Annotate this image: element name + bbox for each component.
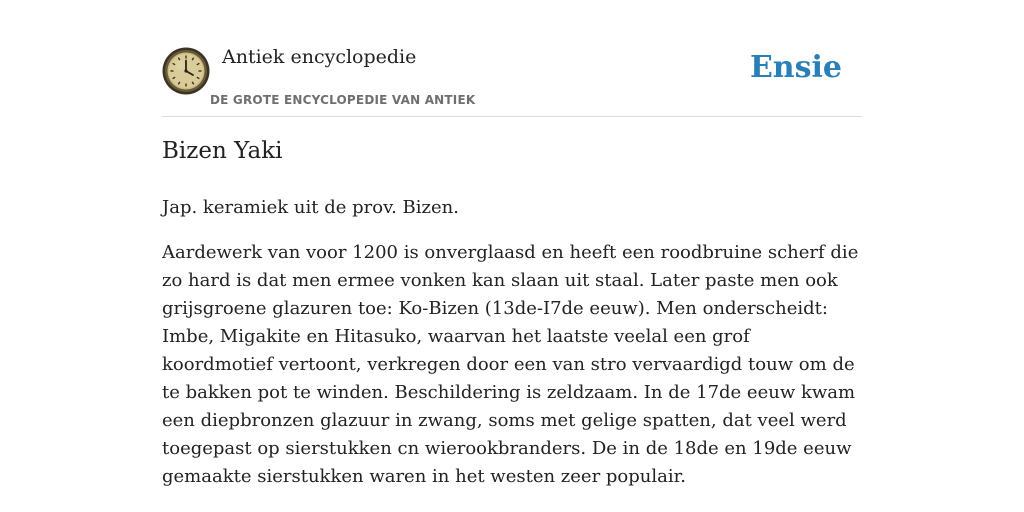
article-body: Aardewerk van voor 1200 is onverglaasd en heeft een roodbruine scherf die zo hard is dat men ermee vonken kan slaan uit staal. Later paste men ook grijsgroene glazuren toe: Ko-Bizen (13de-I7de eeuw). Men onderscheidt: Imbe, Migakite en Hitasuko, waarvan het laatste veelal een grof koordmotief vertoont, verkregen door een van stro vervaardigd touw om de te bakken pot te winden. Beschildering is zeldzaam. In de 17de eeuw kwam een diepbronzen glazuur in zwang, soms met gelige spatten, dat veel werd toegepast op sierstukken cn wierookbranders. De in de 18de en 19de eeuw gemaakte sierstukken waren in het westen zeer populair. bbox=[162, 242, 859, 487]
site-subtitle: DE GROTE ENCYCLOPEDIE VAN ANTIEK bbox=[210, 93, 476, 107]
site-title[interactable]: Antiek encyclopedie bbox=[222, 46, 417, 68]
site-header bbox=[162, 0, 862, 117]
article-lead: Jap. keramiek uit de prov. Bizen. bbox=[162, 197, 459, 218]
article-title: Bizen Yaki bbox=[162, 138, 283, 164]
brand-logo[interactable]: Ensie bbox=[749, 50, 842, 85]
antique-clock-icon[interactable] bbox=[162, 47, 210, 95]
